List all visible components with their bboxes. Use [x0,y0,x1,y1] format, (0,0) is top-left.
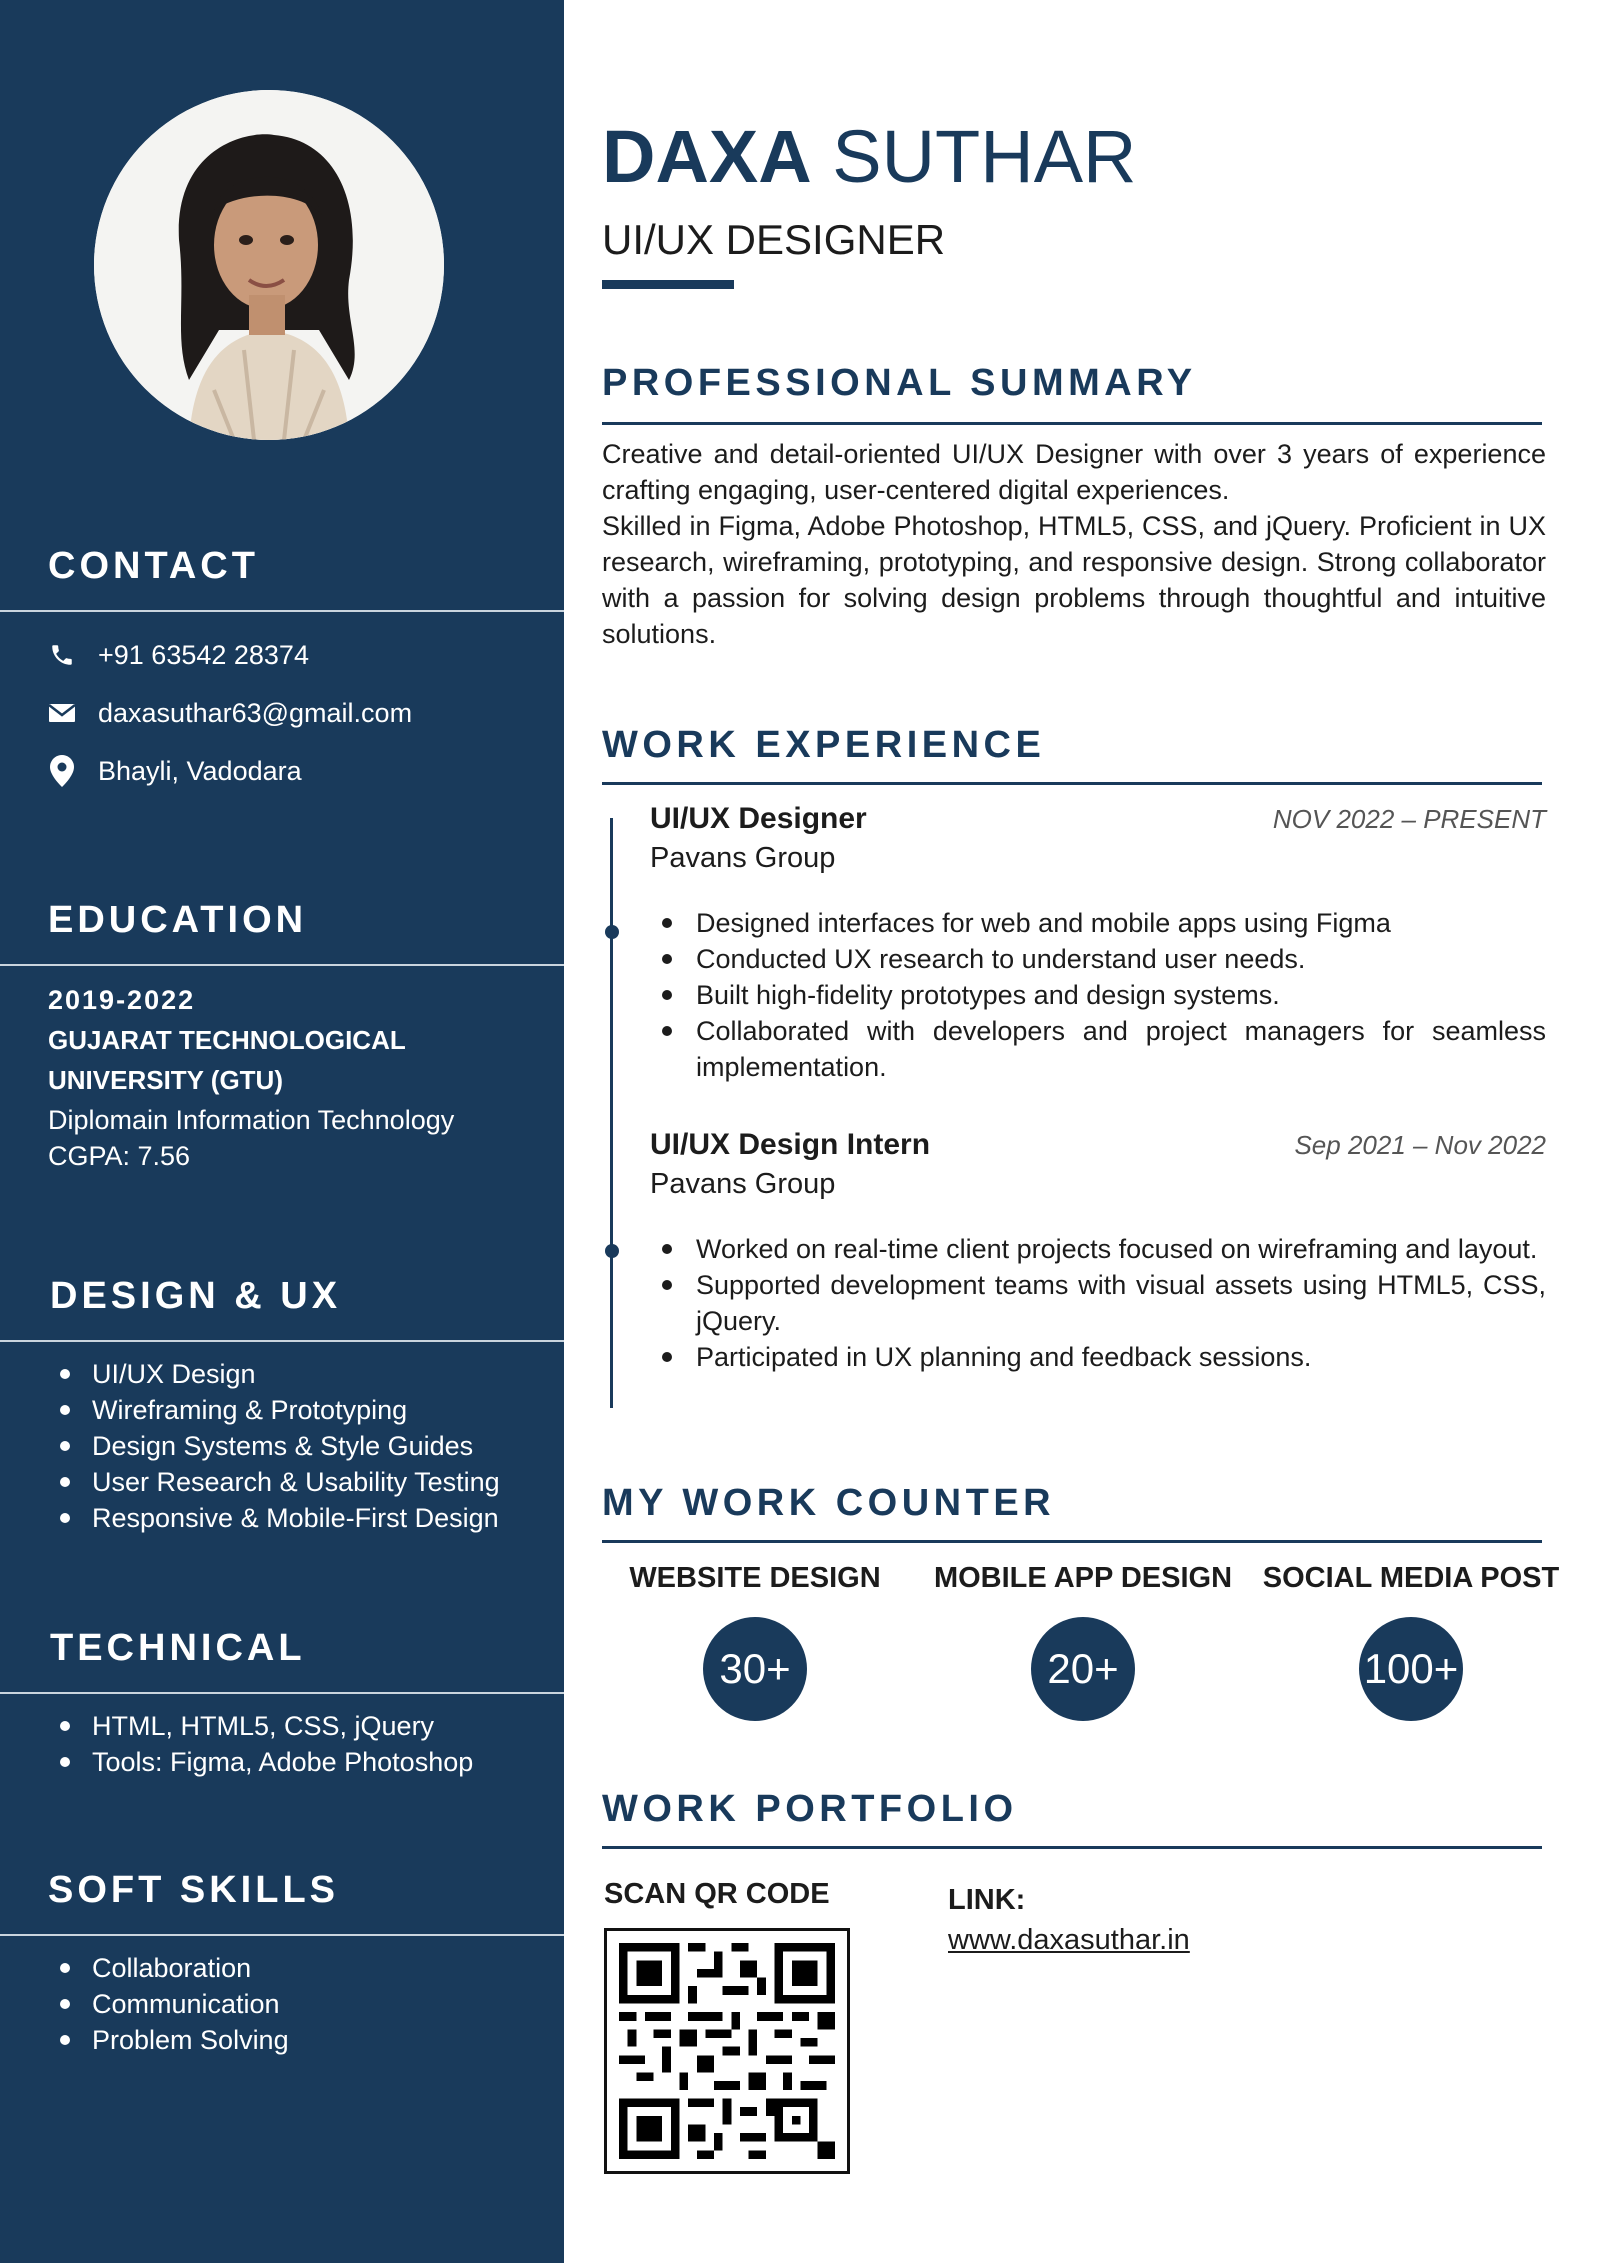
job-role: UI/UX DESIGNER [602,216,946,263]
technical-heading: TECHNICAL [50,1627,306,1669]
profile-photo [94,90,444,440]
location-text: Bhayli, Vadodara [98,755,302,786]
job-bullets [650,1231,1546,1375]
list-item: Responsive & Mobile-First Design [58,1500,564,1536]
education-heading: EDUCATION [48,899,308,941]
portfolio-link[interactable]: www.daxasuthar.in [948,1924,1190,1956]
counter-value: 30+ [703,1617,807,1721]
divider [602,782,1542,785]
job-entry [650,802,1546,1085]
education-years: 2019-2022 [48,985,196,1015]
job-dates: Sep 2021 – Nov 2022 [1294,1130,1546,1160]
soft-skills-section [0,1860,564,2058]
counter-item [1256,1562,1566,1721]
soft-skills-list [0,1936,564,2058]
technical-list [0,1694,564,1780]
design-ux-section [0,1266,564,1536]
qr-code-icon [619,1943,835,2159]
accent-bar [602,280,734,289]
summary-para: Skilled in Figma, Adobe Photoshop, HTML5, CSS, and jQuery. Proficient in UX research, wireframing, prototyping, and responsive design. Strong collaborator with a passion for solving design problems through thoughtful and intuitive solutions. [602,511,1546,649]
cgpa: CGPA: 7.56 [48,1141,191,1171]
design-ux-list [0,1342,564,1536]
list-item: Design Systems & Style Guides [58,1428,564,1464]
phone-icon [46,639,78,671]
full-name [602,112,1137,202]
timeline-dot [605,1244,619,1258]
job-bullets [650,905,1546,1085]
qr-label: SCAN QR CODE [604,1878,830,1910]
counter-label: MOBILE APP DESIGN [933,1562,1233,1594]
list-item: Collaborated with developers and project managers for seamless implementation. [696,1013,1546,1085]
mail-icon [46,697,78,729]
counter-item [600,1562,910,1721]
job-title: UI/UX Designer [650,802,867,835]
counter-value: 20+ [1031,1617,1135,1721]
contact-section [0,536,564,800]
technical-section [0,1618,564,1780]
contact-heading: CONTACT [48,545,259,587]
university-line2: UNIVERSITY (GTU) [48,1065,283,1095]
location-pin-icon [46,755,78,787]
soft-skills-heading: SOFT SKILLS [48,1869,339,1911]
summary-para: Creative and detail-oriented UI/UX Designer with over 3 years of experience crafting engaging, user-centered digital experiences. [602,439,1546,505]
list-item: Built high-fidelity prototypes and design systems. [696,977,1546,1013]
list-item: Tools: Figma, Adobe Photoshop [58,1744,564,1780]
divider [602,1540,1542,1543]
list-item: Supported development teams with visual assets using HTML5, CSS, jQuery. [696,1267,1546,1339]
last-name: SUTHAR [832,115,1137,198]
counter-value: 100+ [1359,1617,1463,1721]
list-item: Worked on real-time client projects focused on wireframing and layout. [696,1231,1546,1267]
experience-heading: WORK EXPERIENCE [602,724,1046,766]
job-dates: NOV 2022 – PRESENT [1272,804,1546,834]
contact-location [0,742,564,800]
list-item: Wireframing & Prototyping [58,1392,564,1428]
contact-email[interactable] [0,684,564,742]
portrait-photo-icon [94,90,444,440]
divider [0,964,564,966]
divider [602,422,1542,425]
counter-label: WEBSITE DESIGN [629,1562,881,1594]
list-item: UI/UX Design [58,1356,564,1392]
job-company: Pavans Group [650,842,836,874]
job-entry [650,1128,1546,1375]
timeline-dot [605,925,619,939]
divider [602,1846,1542,1849]
counter-label: SOCIAL MEDIA POST [1262,1562,1560,1594]
list-item: Problem Solving [58,2022,564,2058]
university-line1: GUJARAT TECHNOLOGICAL [48,1025,406,1055]
summary-heading: PROFESSIONAL SUMMARY [602,362,1197,404]
design-ux-heading: DESIGN & UX [50,1275,342,1317]
counter-item [928,1562,1238,1721]
list-item: Participated in UX planning and feedback sessions. [696,1339,1546,1375]
link-label: LINK: [948,1884,1026,1916]
summary-text [602,436,1546,652]
degree: Diplomain Information Technology [48,1105,455,1135]
contact-phone[interactable] [0,626,564,684]
first-name: DAXA [602,115,812,198]
email-text: daxasuthar63@gmail.com [98,697,413,728]
counter-heading: MY WORK COUNTER [602,1482,1056,1524]
list-item: Designed interfaces for web and mobile apps using Figma [696,905,1546,941]
sidebar [0,0,564,2263]
list-item: Communication [58,1986,564,2022]
portfolio-heading: WORK PORTFOLIO [602,1788,1018,1830]
job-title: UI/UX Design Intern [650,1128,931,1161]
timeline-line [610,818,613,1408]
list-item: Collaboration [58,1950,564,1986]
list-item: HTML, HTML5, CSS, jQuery [58,1708,564,1744]
list-item: User Research & Usability Testing [58,1464,564,1500]
qr-code[interactable] [604,1928,850,2174]
phone-text: +91 63542 28374 [98,639,309,670]
education-section [0,890,564,1176]
list-item: Conducted UX research to understand user needs. [696,941,1546,977]
job-company: Pavans Group [650,1168,836,1200]
